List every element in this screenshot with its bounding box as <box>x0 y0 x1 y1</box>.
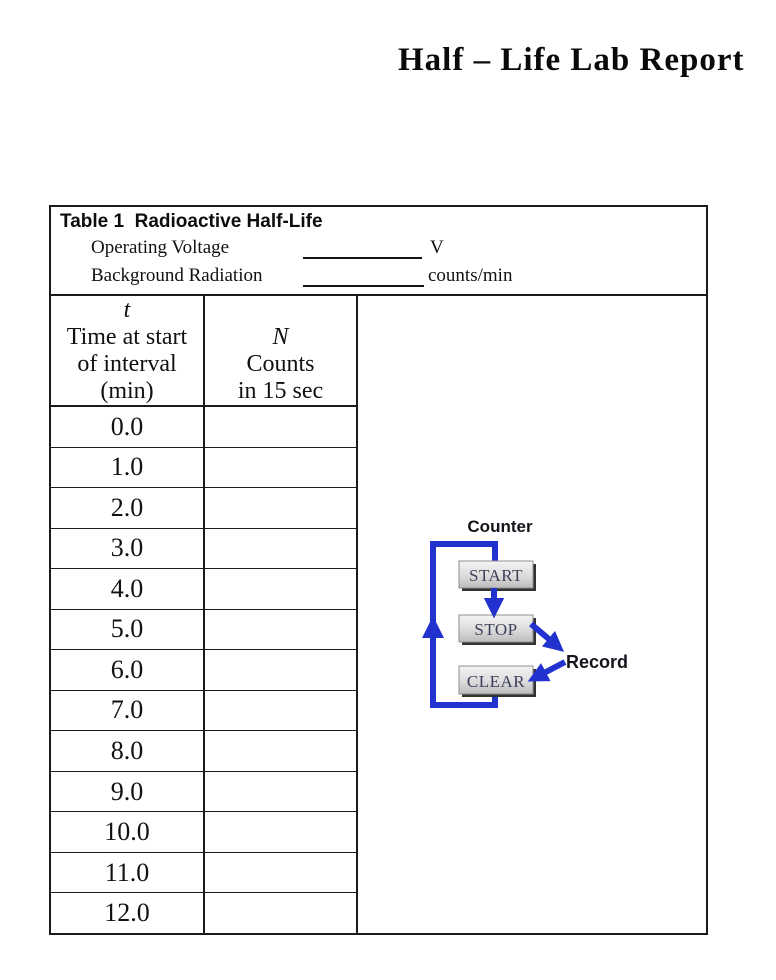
table-row-t-cell: 8.0 <box>51 731 203 772</box>
record-label: Record <box>566 652 629 672</box>
operating-voltage-blank <box>303 257 422 259</box>
table-row-n-cell <box>205 448 356 489</box>
table-row-t-cell: 2.0 <box>51 488 203 529</box>
table-row-n-cell <box>205 853 356 894</box>
operating-voltage-label: Operating Voltage <box>91 237 230 258</box>
operating-voltage-unit: V <box>430 237 444 258</box>
table-row-n-cell <box>205 812 356 853</box>
table-row-n-cell <box>205 569 356 610</box>
table-row-n-cell <box>205 650 356 691</box>
table-row-t-cell: 3.0 <box>51 529 203 570</box>
table-row-n-cell <box>205 772 356 813</box>
table-row-t-cell: 4.0 <box>51 569 203 610</box>
stop-button-label: STOP <box>474 620 518 639</box>
n-symbol: N <box>272 324 289 350</box>
page-title: Half – Life Lab Report <box>398 42 745 78</box>
start-button[interactable] <box>459 561 536 591</box>
table-row-n-cell <box>205 529 356 570</box>
table-row-t-cell: 12.0 <box>104 898 150 928</box>
table-row-n-cell <box>205 407 356 448</box>
t-header-line3: (min) <box>100 378 154 404</box>
background-radiation-label: Background Radiation <box>91 265 263 286</box>
n-header-line2: in 15 sec <box>237 378 324 404</box>
loop-up-arrow-icon <box>422 616 444 638</box>
clear-button[interactable] <box>459 666 536 697</box>
table-row-t-cell: 9.0 <box>51 772 203 813</box>
counts-column <box>205 294 358 933</box>
counter-label: Counter <box>467 517 533 536</box>
table-row-t-cell: 11.0 <box>51 853 203 894</box>
stop-button[interactable] <box>459 615 536 645</box>
t-header-line2: of interval <box>77 351 177 377</box>
start-button-label: START <box>469 566 523 585</box>
counter-diagram <box>380 510 670 722</box>
table-row-t-cell: 1.0 <box>51 448 203 489</box>
table-row-t-cell: 7.0 <box>51 691 203 732</box>
time-column <box>51 294 205 933</box>
table-row-n-cell <box>205 731 356 772</box>
time-column-header <box>51 294 203 407</box>
arrow-record-to-clear-icon <box>544 662 565 673</box>
background-radiation-blank <box>303 285 424 287</box>
clear-button-label: CLEAR <box>466 672 526 691</box>
n-header-line1: Counts <box>246 351 315 377</box>
table-row-n-cell <box>205 893 356 933</box>
table-row-n-cell <box>205 610 356 651</box>
table-row-t-cell: 5.0 <box>51 610 203 651</box>
t-header-line1: Time at start <box>66 324 188 350</box>
table-row-n-cell <box>205 691 356 732</box>
table-row-t-cell: 0.0 <box>51 407 203 448</box>
table1-caption: Table 1 Radioactive Half-Life <box>60 211 323 232</box>
table-row-t-cell: 10.0 <box>51 812 203 853</box>
table-row-t-cell: 6.0 <box>51 650 203 691</box>
table-row-n-cell <box>205 488 356 529</box>
counts-column-header <box>205 294 356 407</box>
counts-values <box>205 407 356 933</box>
background-radiation-unit: counts/min <box>428 265 513 286</box>
t-symbol: t <box>123 297 131 323</box>
time-values <box>51 407 203 933</box>
